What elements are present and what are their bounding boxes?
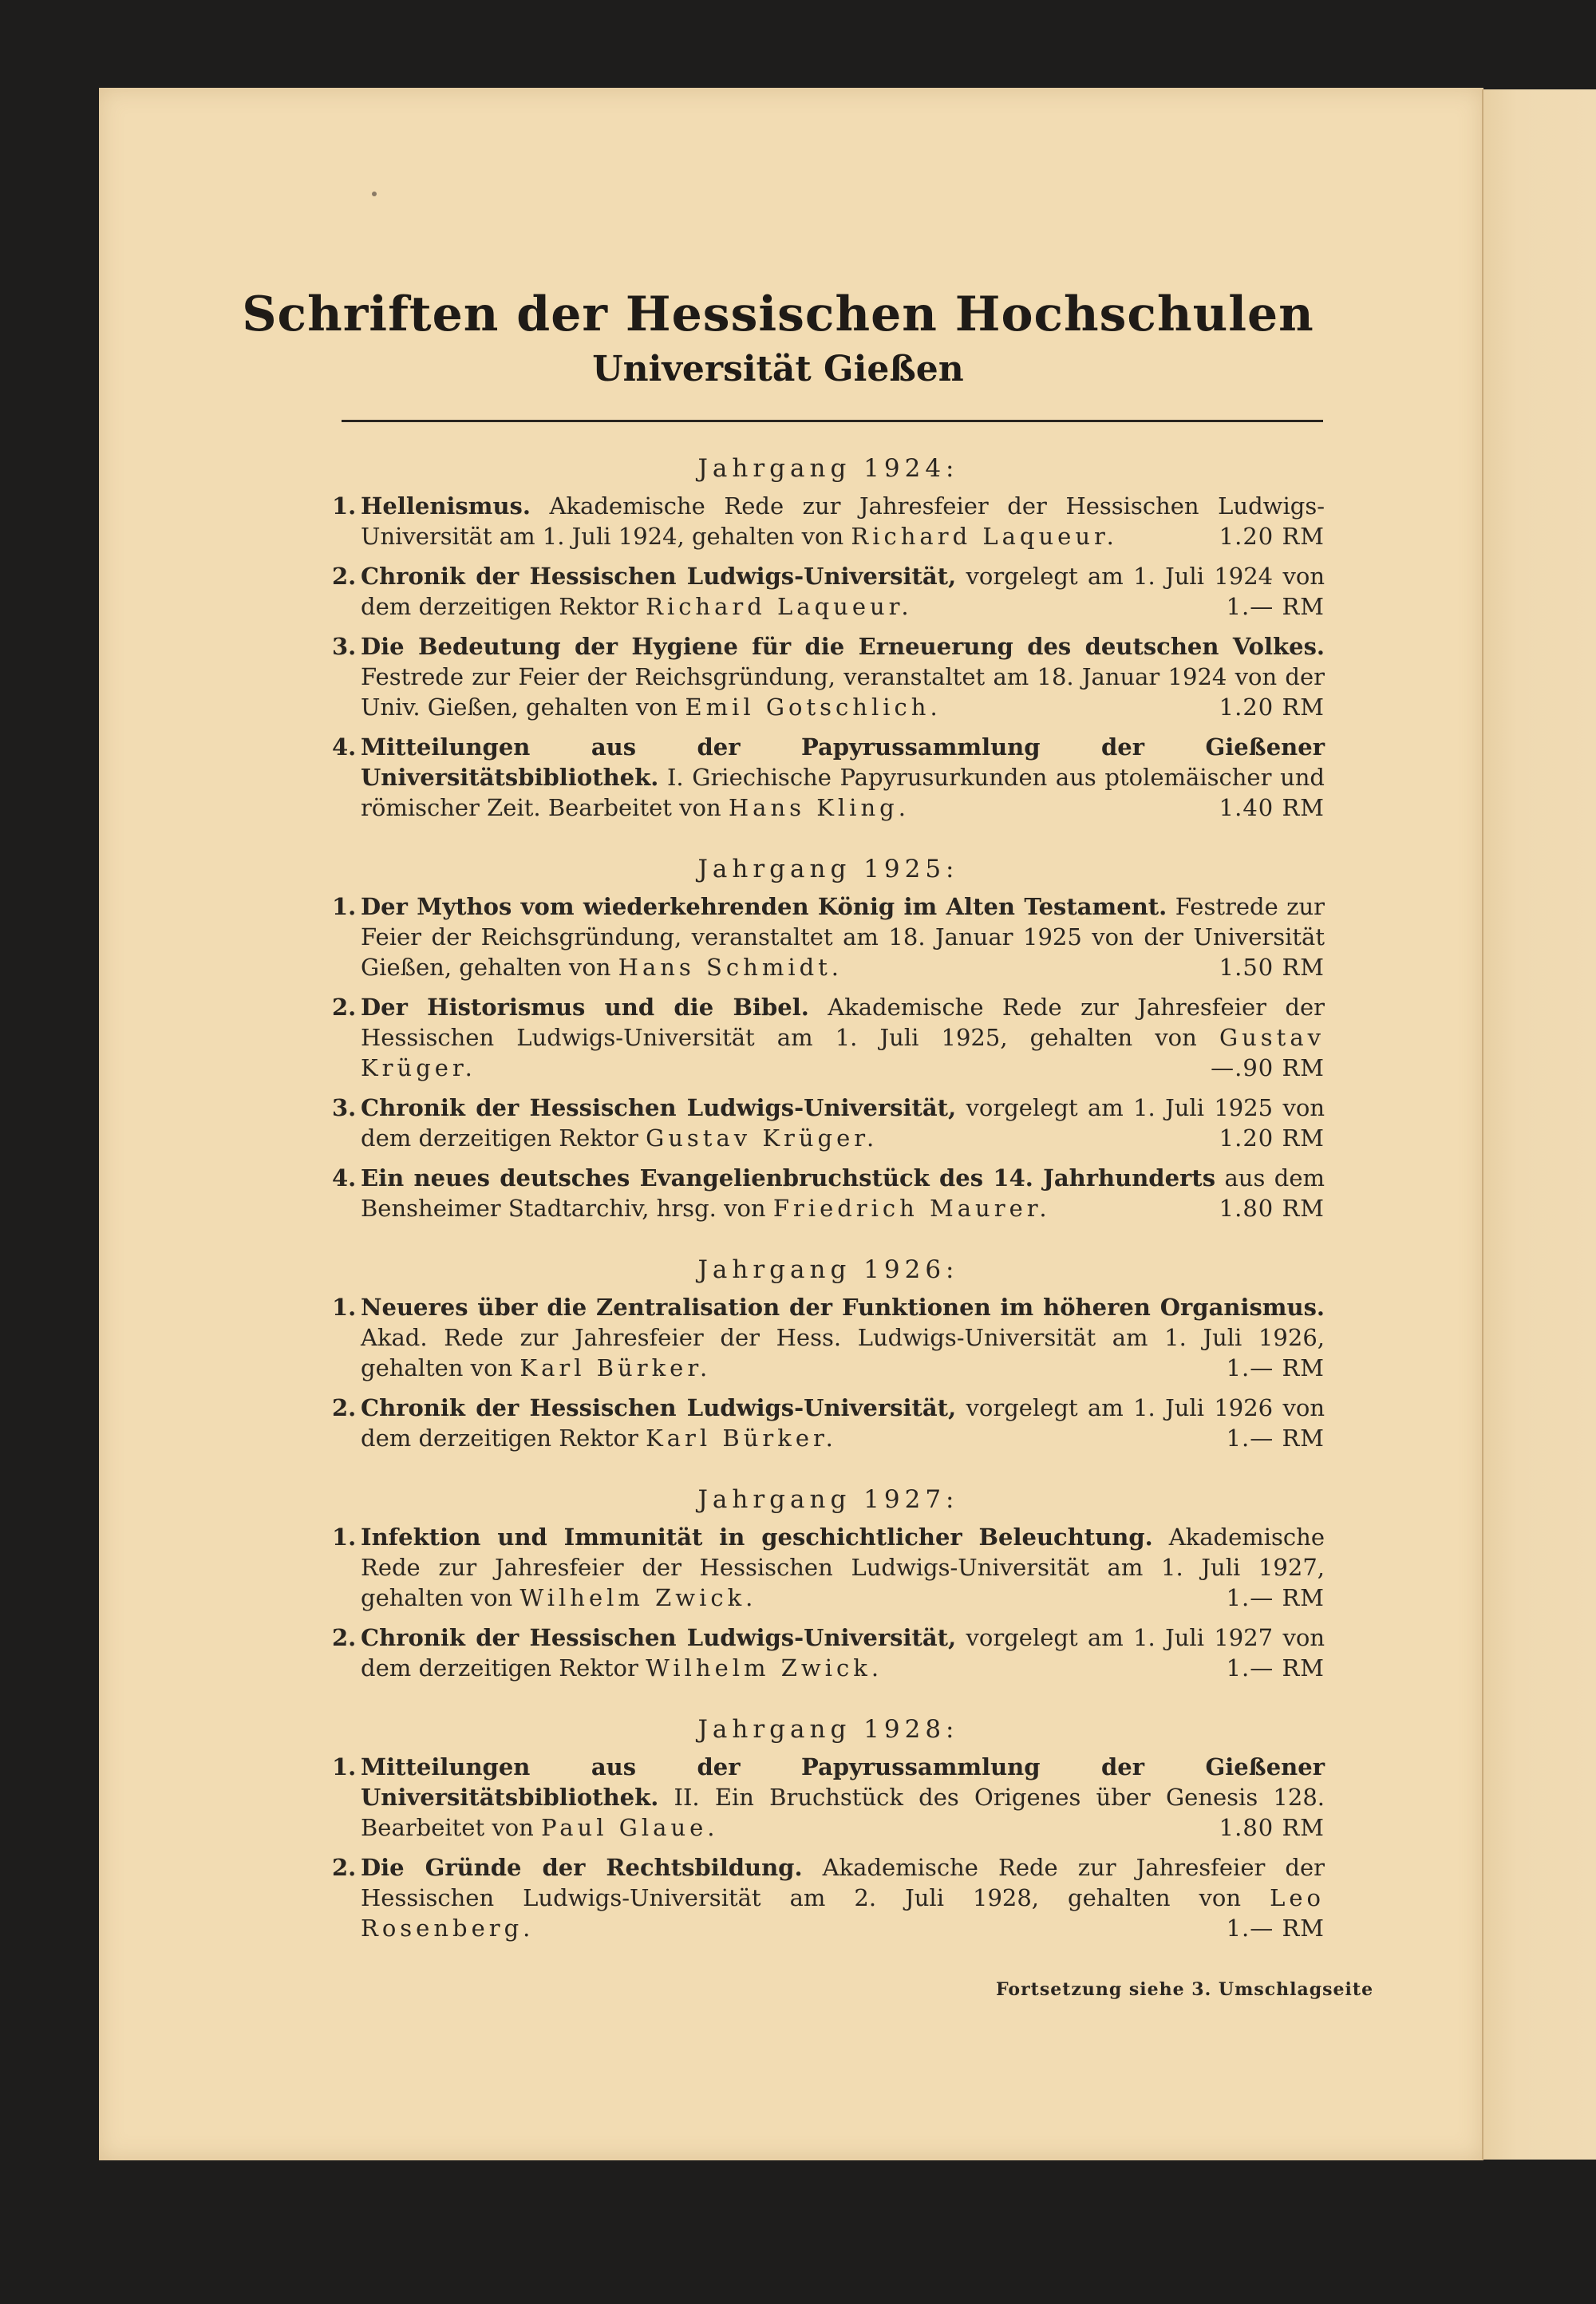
- entry-author: Karl Bürker.: [646, 1425, 837, 1452]
- entry-price: 1.50 RM: [1219, 954, 1325, 981]
- entry-author: Karl Bürker.: [519, 1354, 712, 1381]
- entry-title: Mitteilungen aus der Papyrussammlung der Gießener Universitätsbibliothek.: [361, 1753, 1325, 1811]
- entry-author: Leo Rosenberg.: [361, 1884, 1325, 1942]
- entry-author: Hans Kling.: [728, 794, 910, 821]
- entry-number: 1.: [332, 492, 357, 520]
- entry-description: Akademische Rede zur Jahresfeier der Hessischen Ludwigs-Universität am 1. Juli 1927, gehalten von: [361, 1523, 1325, 1611]
- entry-title: Hellenismus.: [361, 492, 531, 520]
- publication-entry: [332, 1093, 1325, 1153]
- entry-price: 1.80 RM: [1219, 1195, 1325, 1222]
- entry-title: Der Historismus und die Bibel.: [361, 994, 809, 1021]
- entry-price: 1.— RM: [1226, 1654, 1325, 1682]
- entry-title: Mitteilungen aus der Papyrussammlung der Gießener Universitätsbibliothek.: [361, 733, 1325, 791]
- entry-description: vorgelegt am 1. Juli 1926 von dem derzeitigen Rektor: [361, 1394, 1325, 1452]
- entry-number: 2.: [332, 994, 357, 1021]
- entry-price: 1.20 RM: [1219, 694, 1325, 721]
- entry-author: Richard Laqueur.: [646, 593, 913, 620]
- entry-price: —.90 RM: [1211, 1054, 1325, 1081]
- entry-number: 3.: [332, 1094, 357, 1121]
- entry-author: Gustav Krüger.: [361, 1024, 1325, 1081]
- entry-description: vorgelegt am 1. Juli 1927 von dem derzeitigen Rektor: [361, 1624, 1325, 1682]
- entry-price: 1.40 RM: [1219, 794, 1325, 821]
- entry-title: Chronik der Hessischen Ludwigs-Universität,: [361, 1394, 957, 1421]
- entry-number: 2.: [332, 563, 357, 590]
- entry-number: 1.: [332, 1294, 357, 1321]
- publication-entry: [332, 1522, 1325, 1613]
- publication-entry: [332, 1852, 1325, 1943]
- year-heading: Jahrgang 1924:: [697, 454, 959, 483]
- entry-price: 1.80 RM: [1219, 1814, 1325, 1841]
- entry-description: Akademische Rede zur Jahresfeier der Hessischen Ludwigs-Universität am 1. Juli 1924, gehalten von: [361, 492, 1325, 550]
- entry-description: I. Griechische Papyrusurkunden aus ptolemäischer und römischer Zeit. Bearbeitet von: [361, 764, 1325, 821]
- entry-title: Der Mythos vom wiederkehrenden König im Alten Testament.: [361, 893, 1167, 920]
- entry-price: 1.— RM: [1226, 1425, 1325, 1452]
- entry-description: Festrede zur Feier der Reichsgründung, veranstaltet am 18. Januar 1924 von der Univ. Gießen, gehalten von: [361, 663, 1325, 721]
- entry-author: Friedrich Maurer.: [772, 1195, 1051, 1222]
- entry-price: 1.— RM: [1226, 1584, 1325, 1611]
- entry-price: 1.— RM: [1226, 593, 1325, 620]
- entry-price: 1.— RM: [1226, 1915, 1325, 1942]
- entry-title: Infektion und Immunität in geschichtlicher Beleuchtung.: [361, 1523, 1153, 1551]
- year-heading: Jahrgang 1927:: [697, 1485, 959, 1514]
- publication-entry: [332, 1292, 1325, 1383]
- entry-title: Die Bedeutung der Hygiene für die Erneuerung des deutschen Volkes.: [361, 633, 1325, 660]
- entry-number: 1.: [332, 1523, 357, 1551]
- publication-list: [332, 454, 1325, 1943]
- entry-author: Hans Schmidt.: [618, 954, 843, 981]
- entry-author: Gustav Krüger.: [646, 1124, 879, 1152]
- year-heading: Jahrgang 1925:: [697, 855, 959, 883]
- entry-title: Chronik der Hessischen Ludwigs-Universität,: [361, 1624, 957, 1651]
- entry-description: vorgelegt am 1. Juli 1925 von dem derzeitigen Rektor: [361, 1094, 1325, 1152]
- entry-author: Emil Gotschlich.: [685, 694, 942, 721]
- entry-number: 2.: [332, 1854, 357, 1881]
- entry-description: aus dem Bensheimer Stadtarchiv, hrsg. von: [361, 1164, 1325, 1222]
- entry-author: Paul Glaue.: [541, 1814, 719, 1841]
- entry-title: Ein neues deutsches Evangelienbruchstück des 14. Jahrhunderts: [361, 1164, 1216, 1192]
- year-heading: Jahrgang 1928:: [697, 1715, 959, 1744]
- publication-entry: [332, 491, 1325, 551]
- publication-entry: [332, 1622, 1325, 1683]
- publication-entry: [332, 992, 1325, 1083]
- entry-number: 1.: [332, 1753, 357, 1780]
- entry-title: Die Gründe der Rechtsbildung.: [361, 1854, 803, 1881]
- entry-price: 1.— RM: [1226, 1354, 1325, 1381]
- entry-description: II. Ein Bruchstück des Origenes über Genesis 1: [674, 1784, 1288, 1811]
- paper-speck: [372, 192, 377, 196]
- publication-entry: [332, 1163, 1325, 1223]
- entry-author: Wilhelm Zwick.: [519, 1584, 757, 1611]
- document-title: Schriften der Hessischen Hochschulen: [242, 287, 1314, 342]
- entry-price: 1.20 RM: [1219, 523, 1325, 550]
- entry-description: Akademische Rede zur Jahresfeier der Hessischen Ludwigs-Universität am 2. Juli 1928, gehalten von: [361, 1854, 1325, 1911]
- entry-number: 1.: [332, 893, 357, 920]
- entry-price: 1.20 RM: [1219, 1124, 1325, 1152]
- entry-title: Neueres über die Zentralisation der Funktionen im höheren Organismus.: [361, 1294, 1325, 1321]
- publication-entry: [332, 631, 1325, 722]
- entry-author: Richard Laqueur.: [851, 523, 1118, 550]
- year-heading: Jahrgang 1926:: [697, 1255, 959, 1284]
- publication-entry: [332, 561, 1325, 622]
- entry-number: 4.: [332, 733, 357, 761]
- entry-description-continued: 28. Bearbeitet von: [361, 1784, 1325, 1841]
- document-subtitle: Universität Gießen: [592, 349, 964, 389]
- entry-title: Chronik der Hessischen Ludwigs-Universität,: [361, 563, 957, 590]
- publication-entry: [332, 1752, 1325, 1843]
- entry-number: 2.: [332, 1624, 357, 1651]
- entry-description: vorgelegt am 1. Juli 1924 von dem derzeitigen Rektor: [361, 563, 1325, 620]
- publication-entry: [332, 732, 1325, 823]
- continuation-note: Fortsetzung siehe 3. Umschlagseite: [996, 1979, 1374, 2000]
- title-divider: [342, 420, 1323, 422]
- entry-description: Festrede zur Feier der Reichsgründung, veranstaltet am 18. Januar 1925 von der Universität Gießen, gehalten von: [361, 893, 1325, 981]
- entry-title: Chronik der Hessischen Ludwigs-Universität,: [361, 1094, 957, 1121]
- entry-number: 4.: [332, 1164, 357, 1192]
- next-page-edge: [1483, 89, 1596, 2160]
- entry-number: 2.: [332, 1394, 357, 1421]
- entry-description: Akademische Rede zur Jahresfeier der Hessischen Ludwigs-Universität am 1. Juli 1925, gehalten von: [361, 994, 1325, 1051]
- entry-author: Wilhelm Zwick.: [646, 1654, 883, 1682]
- entry-number: 3.: [332, 633, 357, 660]
- publication-entry: [332, 1393, 1325, 1453]
- entry-description: Akad. Rede zur Jahresfeier der Hess. Ludwigs-Universität am 1. Juli 1926, gehalten von: [361, 1324, 1325, 1381]
- document-content: [239, 287, 1325, 1953]
- publication-entry: [332, 891, 1325, 982]
